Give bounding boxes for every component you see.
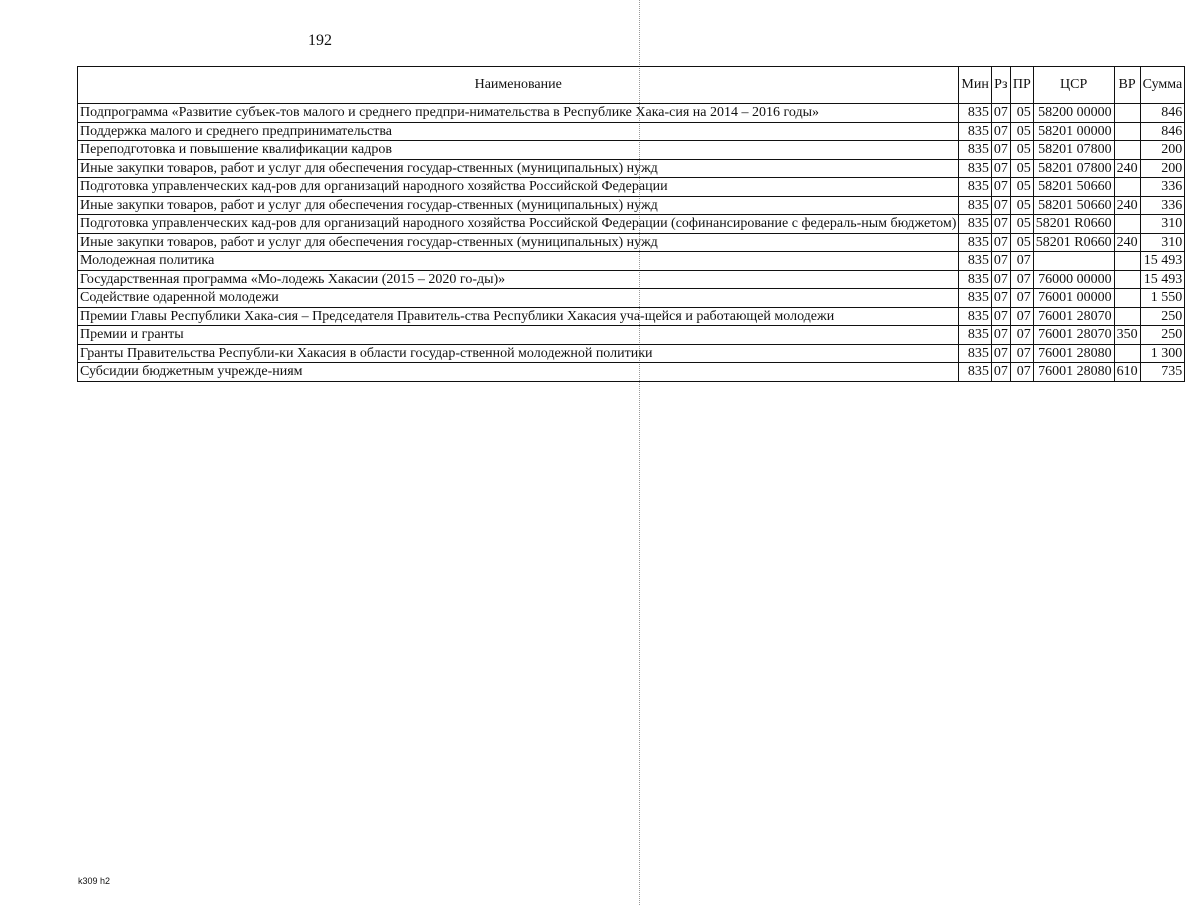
cell-pr: 05	[1010, 178, 1033, 197]
cell-min: 835	[959, 307, 991, 326]
cell-sum: 250	[1140, 326, 1185, 345]
cell-min: 835	[959, 159, 991, 178]
cell-min: 835	[959, 326, 991, 345]
cell-vr	[1114, 141, 1140, 160]
cell-vr	[1114, 122, 1140, 141]
cell-pr: 07	[1010, 344, 1033, 363]
cell-rz: 07	[991, 289, 1010, 308]
cell-name: Молодежная политика	[78, 252, 959, 271]
cell-sum: 1 300	[1140, 344, 1185, 363]
cell-csr: 58201 R0660	[1033, 233, 1114, 252]
cell-vr	[1114, 289, 1140, 308]
cell-vr	[1114, 270, 1140, 289]
cell-pr: 07	[1010, 307, 1033, 326]
table-row	[78, 178, 1185, 197]
header-min: Мин	[959, 67, 991, 104]
cell-name: Субсидии бюджетным учрежде-ниям	[78, 363, 959, 382]
cell-vr	[1114, 178, 1140, 197]
header-csr: ЦСР	[1033, 67, 1114, 104]
table-row	[78, 159, 1185, 178]
cell-sum: 735	[1140, 363, 1185, 382]
table-row	[78, 252, 1185, 271]
table-row	[78, 270, 1185, 289]
cell-vr	[1114, 252, 1140, 271]
cell-rz: 07	[991, 252, 1010, 271]
table-row	[78, 196, 1185, 215]
cell-sum: 200	[1140, 159, 1185, 178]
cell-sum: 846	[1140, 122, 1185, 141]
cell-min: 835	[959, 196, 991, 215]
cell-rz: 07	[991, 363, 1010, 382]
cell-sum: 250	[1140, 307, 1185, 326]
cell-rz: 07	[991, 122, 1010, 141]
cell-min: 835	[959, 270, 991, 289]
cell-rz: 07	[991, 270, 1010, 289]
cell-vr: 240	[1114, 159, 1140, 178]
cell-name: Премии и гранты	[78, 326, 959, 345]
cell-pr: 07	[1010, 289, 1033, 308]
cell-min: 835	[959, 215, 991, 234]
table-row	[78, 344, 1185, 363]
cell-sum: 15 493	[1140, 270, 1185, 289]
cell-csr: 76001 28080	[1033, 363, 1114, 382]
cell-pr: 07	[1010, 270, 1033, 289]
cell-min: 835	[959, 178, 991, 197]
table-row	[78, 363, 1185, 382]
cell-pr: 05	[1010, 196, 1033, 215]
cell-min: 835	[959, 104, 991, 123]
table-row	[78, 307, 1185, 326]
cell-sum: 1 550	[1140, 289, 1185, 308]
cell-min: 835	[959, 363, 991, 382]
table-row	[78, 215, 1185, 234]
cell-csr: 58200 00000	[1033, 104, 1114, 123]
footer-code: k309 h2	[78, 876, 111, 886]
cell-rz: 07	[991, 215, 1010, 234]
cell-name: Подготовка управленческих кад-ров для организаций народного хозяйства Российской Федерации	[78, 178, 959, 197]
cell-vr	[1114, 344, 1140, 363]
cell-sum: 200	[1140, 141, 1185, 160]
cell-rz: 07	[991, 344, 1010, 363]
cell-rz: 07	[991, 196, 1010, 215]
cell-vr	[1114, 307, 1140, 326]
cell-name: Подготовка управленческих кад-ров для организаций народного хозяйства Российской Федерации (софинансирование с федераль-ным бюджетом)	[78, 215, 959, 234]
cell-csr: 58201 00000	[1033, 122, 1114, 141]
header-name: Наименование	[78, 67, 959, 104]
cell-sum: 310	[1140, 233, 1185, 252]
cell-min: 835	[959, 233, 991, 252]
cell-min: 835	[959, 122, 991, 141]
cell-pr: 05	[1010, 104, 1033, 123]
cell-name: Переподготовка и повышение квалификации кадров	[78, 141, 959, 160]
cell-name: Поддержка малого и среднего предпринимательства	[78, 122, 959, 141]
cell-vr	[1114, 104, 1140, 123]
header-rz: Рз	[991, 67, 1010, 104]
cell-pr: 05	[1010, 141, 1033, 160]
cell-csr: 58201 50660	[1033, 196, 1114, 215]
table-row	[78, 104, 1185, 123]
cell-rz: 07	[991, 326, 1010, 345]
cell-csr: 76001 28080	[1033, 344, 1114, 363]
header-sum: Сумма	[1140, 67, 1185, 104]
cell-vr: 240	[1114, 196, 1140, 215]
cell-sum: 336	[1140, 178, 1185, 197]
cell-csr: 76001 00000	[1033, 289, 1114, 308]
cell-min: 835	[959, 252, 991, 271]
cell-rz: 07	[991, 159, 1010, 178]
table-row	[78, 122, 1185, 141]
cell-rz: 07	[991, 233, 1010, 252]
cell-sum: 15 493	[1140, 252, 1185, 271]
page-number: 192	[308, 32, 332, 49]
cell-csr: 76001 28070	[1033, 326, 1114, 345]
cell-rz: 07	[991, 178, 1010, 197]
cell-rz: 07	[991, 141, 1010, 160]
cell-name: Премии Главы Республики Хака-сия – Председателя Правитель-ства Республики Хакасия уча-щейся и работающей молодежи	[78, 307, 959, 326]
cell-name: Государственная программа «Мо-лодежь Хакасии (2015 – 2020 го-ды)»	[78, 270, 959, 289]
cell-csr: 58201 07800	[1033, 141, 1114, 160]
table-header-row	[78, 67, 1185, 104]
cell-pr: 05	[1010, 122, 1033, 141]
cell-csr: 76000 00000	[1033, 270, 1114, 289]
cell-vr: 610	[1114, 363, 1140, 382]
cell-sum: 846	[1140, 104, 1185, 123]
cell-name: Подпрограмма «Развитие субъек-тов малого и среднего предпри-нимательства в Республике Хака-сия на 2014 – 2016 годы»	[78, 104, 959, 123]
cell-csr	[1033, 252, 1114, 271]
header-pr: ПР	[1010, 67, 1033, 104]
cell-name: Гранты Правительства Республи-ки Хакасия в области государ-ственной молодежной политики	[78, 344, 959, 363]
cell-name: Иные закупки товаров, работ и услуг для обеспечения государ-ственных (муниципальных) нужд	[78, 159, 959, 178]
cell-vr	[1114, 215, 1140, 234]
cell-min: 835	[959, 344, 991, 363]
header-vr: ВР	[1114, 67, 1140, 104]
cell-sum: 310	[1140, 215, 1185, 234]
cell-name: Иные закупки товаров, работ и услуг для обеспечения государ-ственных (муниципальных) нужд	[78, 196, 959, 215]
cell-min: 835	[959, 289, 991, 308]
cell-csr: 58201 07800	[1033, 159, 1114, 178]
cell-pr: 05	[1010, 159, 1033, 178]
table-row	[78, 233, 1185, 252]
cell-vr: 350	[1114, 326, 1140, 345]
cell-rz: 07	[991, 307, 1010, 326]
cell-min: 835	[959, 141, 991, 160]
cell-csr: 58201 50660	[1033, 178, 1114, 197]
budget-table	[77, 66, 1185, 382]
cell-pr: 07	[1010, 252, 1033, 271]
table-row	[78, 141, 1185, 160]
cell-sum: 336	[1140, 196, 1185, 215]
cell-name: Иные закупки товаров, работ и услуг для обеспечения государ-ственных (муниципальных) нужд	[78, 233, 959, 252]
cell-pr: 05	[1010, 233, 1033, 252]
table-row	[78, 289, 1185, 308]
table-row	[78, 326, 1185, 345]
cell-vr: 240	[1114, 233, 1140, 252]
cell-pr: 07	[1010, 326, 1033, 345]
cell-csr: 58201 R0660	[1033, 215, 1114, 234]
table-body	[78, 104, 1185, 382]
cell-pr: 07	[1010, 363, 1033, 382]
cell-rz: 07	[991, 104, 1010, 123]
cell-csr: 76001 28070	[1033, 307, 1114, 326]
cell-name: Содействие одаренной молодежи	[78, 289, 959, 308]
cell-pr: 05	[1010, 215, 1033, 234]
